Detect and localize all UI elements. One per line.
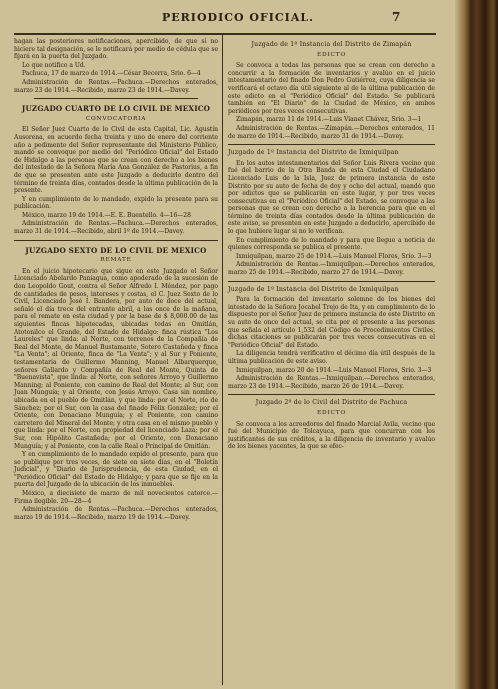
section-heading: Juzgado 2º de lo Civil del Distrito de Pachuca — [255, 399, 408, 407]
page-header — [0, 8, 455, 30]
paragraph: Administración de Rentas.—Pachuca.—Derechos enterados, marzo 19 de 1914.—Recibido, marzo 19 de 1914.—Davey. — [14, 506, 218, 521]
section-separator — [228, 144, 435, 145]
page-number: 7 — [392, 10, 401, 24]
paragraph: Para la formación del inventario solemne de los bienes del intestado de la Señora Jocabel Trejo de Ita, y en cumplimiento de lo dispuesto por el Señor Juez de primera instancia de este Distrito en su auto de once del actual, se cita por el presente a las personas que señala el artículo 1,532 del Código de Procedimientos Civiles, dichas citaciones se publicarán por tres veces consecutivas en el "Periódico Oficial" del Estado. — [228, 296, 435, 349]
section-subheading: CONVOCATORIA — [85, 115, 147, 122]
paragraph: En los autos intestamentarios del Señor Luis Rivera vecino que fué del barrio de la Otra Banda de esta Ciudad el Ciudadano Licenciado Luis de la Isla, Juez de primera instancia de este Distrito por su auto de fecha de doy y ocho del actual, mandó que por edictos que se publicarán en este lugar, y por tres veces consecutivas en el "Periódico Oficial" del Estado, se convoque a las personas que se crean con derecho a la herencia para que en el término de treinta días contados desde la última publicación de este aviso, se presenten en este Juzgado a deducirlo, apercibido de lo que hubiere lugar si no lo verifican. — [228, 159, 435, 236]
section-separator — [14, 240, 218, 241]
paragraph: Zimapán, marzo 11 de 1914.—Luis Vianet Chávez, Srio. 3—1 — [236, 116, 422, 124]
section-subheading: EDICTO — [316, 409, 347, 416]
paragraph: En cumplimiento de lo mandado y para que llegue a noticia de quienes corresponda se publica el presente. — [228, 236, 435, 252]
section-heading: Juzgado de 1º Instancia del Distrito de Ixmiquilpan — [228, 285, 399, 293]
section-heading: JUZGADO CUARTO DE LO CIVIL DE MEXICO — [21, 104, 211, 114]
paragraph: Pachuca, 17 de marzo de 1914.—César Becerra, Srio. 6—4 — [22, 70, 201, 78]
header-rule — [14, 33, 436, 35]
paragraph: Ixmiquilpan, marzo 20 de 1914.—Luis Manuel Flores, Srio. 3—3 — [236, 366, 432, 374]
paragraph: Y en cumplimiento de lo mandado, expido la presente para su publicación. — [14, 195, 218, 211]
paragraph: Administración de Rentas.—Ixmiquilpan.—Derechos enterados, marzo 23 de 1914.—Recibido, marzo 26 de 1914.—Davey. — [228, 375, 435, 390]
book-spine — [455, 0, 498, 689]
paragraph: Lo que notifico a Ud. — [22, 61, 86, 69]
paragraph: Y en cumplimiento de lo mandado expido el presente, para que se publique por tres veces, de siete en siete días, en el "Boletín Judicial", y "Diario de Jurisprudencia, de esta Ciudad, en el "Periódico Oficial" del Estado de Hidalgo; y para que se fije en la puerta del Juzgado de la ubicación de los inmuebles. — [14, 451, 218, 489]
section-subheading: REMATE — [100, 257, 132, 264]
section-heading: Juzgado de 1º Instancia del Distrito de Zimapán — [251, 41, 412, 48]
right-column — [228, 38, 435, 452]
paragraph: Se convoca a todas las personas que se crean con derecho a concurrir a la formación de inventarios y avalúo en el juicio intestamentario del finado Don Pedro Gutiérrez, cuya diligencia se verificará el octavo día útil siguiente al de la última publicación de este edicto en el "Periódico Oficial" del Estado. Se publicará también en "El Diario" de la Ciudad de México, en ambos periódicos por tres veces consecutivas. — [228, 62, 435, 115]
section-separator — [228, 281, 435, 282]
paragraph: hagan las posteriores notificaciones, apercibido, de que si no hiciere tal designación, se le notificará por medio de cédula que se fijará en la puerta del Juzgado. — [14, 38, 218, 61]
paragraph: Administración de Rentas.—Pachuca.—Derechos enterados, marzo 23 de 1914.—Recibido, marzo 23 de 1914.—Davey. — [14, 78, 218, 94]
paragraph: La diligencia tendrá verificativo el décimo día útil después de la última publicación de este aviso. — [228, 350, 435, 365]
paragraph: Ixmiquilpan, marzo 25 de 1914.—Luis Manuel Flores, Srio. 3—3 — [236, 252, 432, 260]
left-column — [14, 38, 218, 522]
paragraph: Administración de Rentas.—Pachuca.—Derechos enterados, marzo 31 de 1914.—Recibido, abril 1º de 1914.—Davey. — [14, 220, 218, 236]
paragraph: México, marzo 19 de 1914.—E. E. Buentello. 4—16—28 — [22, 211, 191, 219]
section-separator — [34, 98, 198, 99]
newspaper-title: PERIODICO OFICIAL. — [162, 11, 314, 24]
section-separator — [228, 394, 435, 395]
paragraph: México, a diecisiete de marzo de mil novecientos catorce.—Firma ilegible. 20—28—4 — [14, 490, 218, 505]
section-heading: Juzgado de 1º Instancia del Distrito de Ixmiquilpan — [228, 149, 399, 157]
column-divider — [222, 35, 223, 685]
paragraph: Se convoca a los acreedores del finado Marcial Avila, vecino que fué del Municipio de Tolcayuca, para que concurran con los justificantes de sus créditos, a la diligencia de inventario y avalúo de los bienes yacentes, la que se efec- — [228, 420, 435, 451]
section-subheading: EDICTO — [316, 51, 347, 58]
section-heading: JUZGADO SEXTO DE LO CIVIL DE MEXICO — [25, 245, 207, 255]
paragraph: Administración de Rentas.—Ixmiquilpan.—Derechos enterados, marzo 25 de 1914.—Recibido, marzo 27 de 1914.—Davey. — [228, 261, 435, 277]
paragraph: Administración de Rentas.—Zimapán.—Derechos enterados, 11 de marzo de 1914.—Recibido, marzo 31 de 1914.—Davey. — [228, 124, 435, 140]
paragraph: El Señor Juez Cuarto de lo Civil de esta Capital, Lic. Agustín Ausorena, en acuerdo fecha treinta y uno de enero del corriente año a pedimento del Señor representante del Ministerio Público, mandó se convoque por medio del "Periódico Oficial" del Estado de Hidalgo a las personas que se crean con derecho a los bienes del intestado de la Señora María Ana González de Pastorius, a fin de que se presenten ante este Juzgado a deducirlo dentro del término de treinta días, contados desde la última publicación de la presente. — [14, 126, 218, 195]
paragraph: En el juicio hipotecario que sigue en este Juzgado el Señor Licenciado Abelardo Paniagua, como apoderado de la sucesión de don Leopoldo Gout, contra el Señor Alfredo I. Méndez, por pago de cantidades de pesos, intereses y costas, el C. Juez Sexto de lo Civil, Licenciado José I. Bandera, por auto de doce del actual, señaló el día trece del entrante abril, a las once de la mañana, para el remate en esta ciudad y por la base de $ 8,000.00 de las siguientes fincas hipotecadas, ubicadas todas en Omitlán, Atotonilco el Grande, del Estado de Hidalgo: finca rústica "Los Laureles" que linda: al Norte, con terrenos de la Compañía de Real del Monte, de Manuel Bustamante, Sotero Castañeda y finca "La Venta"; al Oriente, finca de "La Venta"; y al Sur y Poniente, testamentaría de Guillermo Manning, Manuel Albarquerque, señores Gallardo y Compañía de Real del Monte, Quinta de "Buenavista", que linda: al Norte, con señores Arroyo y Guillermo Manning; al Poniente, con camino de Real del Monte; al Sur, con Juan Munguía; y al Oriente, con Jesús Arroyo. Casa sin nombre, ubicada en el pueblo de Omitlán, y que linda: por el Norte, río de Sánchez; por el Sur, con la casa del finado Félix González; por el Oriente, con Donaciano Munguía; y el Poniente, con camino carretero del Mineral del Monte; y otra casa en el mismo pueblo y que linda: por el Norte, con propiedad del licenciado Laza; por el Sur, con Hipólito Castañeda; por el Oriente, con Donaciano Munguía; y al Poniente, con la calle Real o Principal de Omitlán. — [14, 267, 218, 450]
